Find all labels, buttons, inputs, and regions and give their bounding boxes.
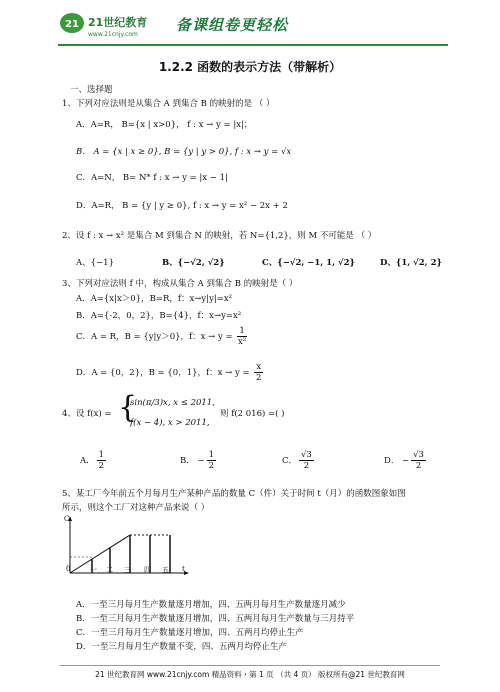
question-2-option-c: C、{−√2, −1, 1, √2} <box>262 258 356 268</box>
question-4-option-b: B． − $\frac{1}{2}$ <box>180 450 214 471</box>
question-4-case-1: sin(π/3)x, x ≤ 2011, <box>130 398 215 408</box>
piecewise-brace: { <box>118 390 138 425</box>
footer-divider <box>60 665 440 666</box>
question-3-option-d <box>76 362 265 383</box>
question-2-option-b: B、{−√2, √2} <box>162 258 225 268</box>
header-slogan: 备课组卷更轻松 <box>176 16 289 34</box>
question-5-option-c: C．一至三月每月生产数量逐月增加，四、五两月均停止生产 <box>76 628 304 638</box>
question-4-option-c: C． $\frac{√3}{2}$ <box>282 450 312 471</box>
question-4-option-d: D． − $\frac{√3}{2}$ <box>384 450 424 471</box>
svg-text:21世纪教育: 21世纪教育 <box>88 16 148 29</box>
page-footer: 21 世纪教育网 www.21cnjy.com 精品资料・第 1 页 （共 4 页） 版权所有@21 世纪教育网 <box>95 670 405 679</box>
graph-origin-label: 0 <box>66 565 71 573</box>
question-3-option-c-text: C．A = R，B = {y|y＞0}，f：x → y = <box>76 332 236 342</box>
question-4-stem-prefix: 4、设 f(x) = <box>62 409 112 419</box>
header-divider <box>58 44 448 46</box>
question-5-stem-line-2: 所示，则这个工厂对这种产品来说（ ） <box>62 503 210 513</box>
question-2-option-d: D、{1, √2, 2} <box>380 258 442 268</box>
question-4-option-a: A． $\frac{1}{2}$ <box>80 450 105 471</box>
graph-y-label: C <box>64 515 70 523</box>
question-4-stem-suffix: 则 f(2 016) =( ) <box>220 409 285 419</box>
svg-text:www.21cnjy.com: www.21cnjy.com <box>88 31 138 38</box>
question-2-stem: 2、设 f : x → x² 是集合 M 到集合 N 的映射，若 N={1,2}，则 M 不可能是 （ ） <box>62 231 377 241</box>
question-3-stem: 3、下列对应法则 f 中，构成从集合 A 到集合 B 的映射是（ ） <box>62 279 298 289</box>
question-5-option-b: B．一至三月每月生产数量逐月增加，四、五两月每月生产数量与三月持平 <box>76 614 355 624</box>
graph-increasing-line <box>70 535 130 573</box>
question-4-case-2: f(x − 4), x > 2011, <box>130 418 210 428</box>
question-1-option-d: D．A=R， B = {y | y ≥ 0}, f : x → y = x² − 2x + 2 <box>76 201 288 211</box>
question-3-option-d-text: D．A = {0，2}，B = {0，1}，f：x → y = <box>76 368 253 378</box>
graph-x-label: t <box>182 565 185 573</box>
svg-text:21: 21 <box>65 19 79 30</box>
graph-tick-5: 五 <box>162 566 169 574</box>
question-3-option-a: A．A={x|x＞0}，B=R，f：x→y|y|=x² <box>76 294 233 304</box>
question-1-stem: 1、下列对应法则是从集合 A 到集合 B 的映射的是 （ ） <box>62 99 275 109</box>
question-1-option-a: A．A=R， B={x | x>0}， f : x → y = |x|； <box>76 120 253 130</box>
section-heading: 一、选择题 <box>70 85 113 95</box>
graph-tick-1: 一 <box>90 566 97 574</box>
site-logo <box>58 10 166 40</box>
question-3-option-c <box>76 326 249 347</box>
question-5-graph <box>62 515 192 587</box>
graph-tick-3: 三 <box>124 566 131 574</box>
question-3-option-d-fraction: $\frac{x}{2}$ <box>256 362 262 383</box>
question-1-option-b: B． A = {x | x ≥ 0}, B = {y | y > 0}, f : x → y = √x <box>76 147 292 157</box>
question-5-option-a: A．一至三月每月生产数量逐月增加，四、五两月每月生产数量逐月减少 <box>76 600 346 610</box>
question-3-option-b: B．A={-2，0，2}，B={4}，f：x→y=x² <box>76 311 242 321</box>
question-1-option-c: C．A=N， B= N* f : x → y = |x − 1| <box>76 173 228 183</box>
graph-tick-2: 二 <box>106 566 113 574</box>
question-3-option-c-fraction: $\frac{1}{\text{x²}}$ <box>237 326 247 347</box>
question-5-option-d: D．一至三月每月生产数量不变，四、五两月均停止生产 <box>76 642 287 652</box>
question-5-stem-line-1: 5、某工厂今年前五个月每月生产某种产品的数量 C（件）关于时间 t（月）的函数图象如图 <box>62 489 406 499</box>
question-2-option-a: A、{−1} <box>76 258 114 268</box>
page-title: 1.2.2 函数的表示方法（带解析） <box>158 60 342 74</box>
graph-tick-4: 四 <box>144 566 151 574</box>
